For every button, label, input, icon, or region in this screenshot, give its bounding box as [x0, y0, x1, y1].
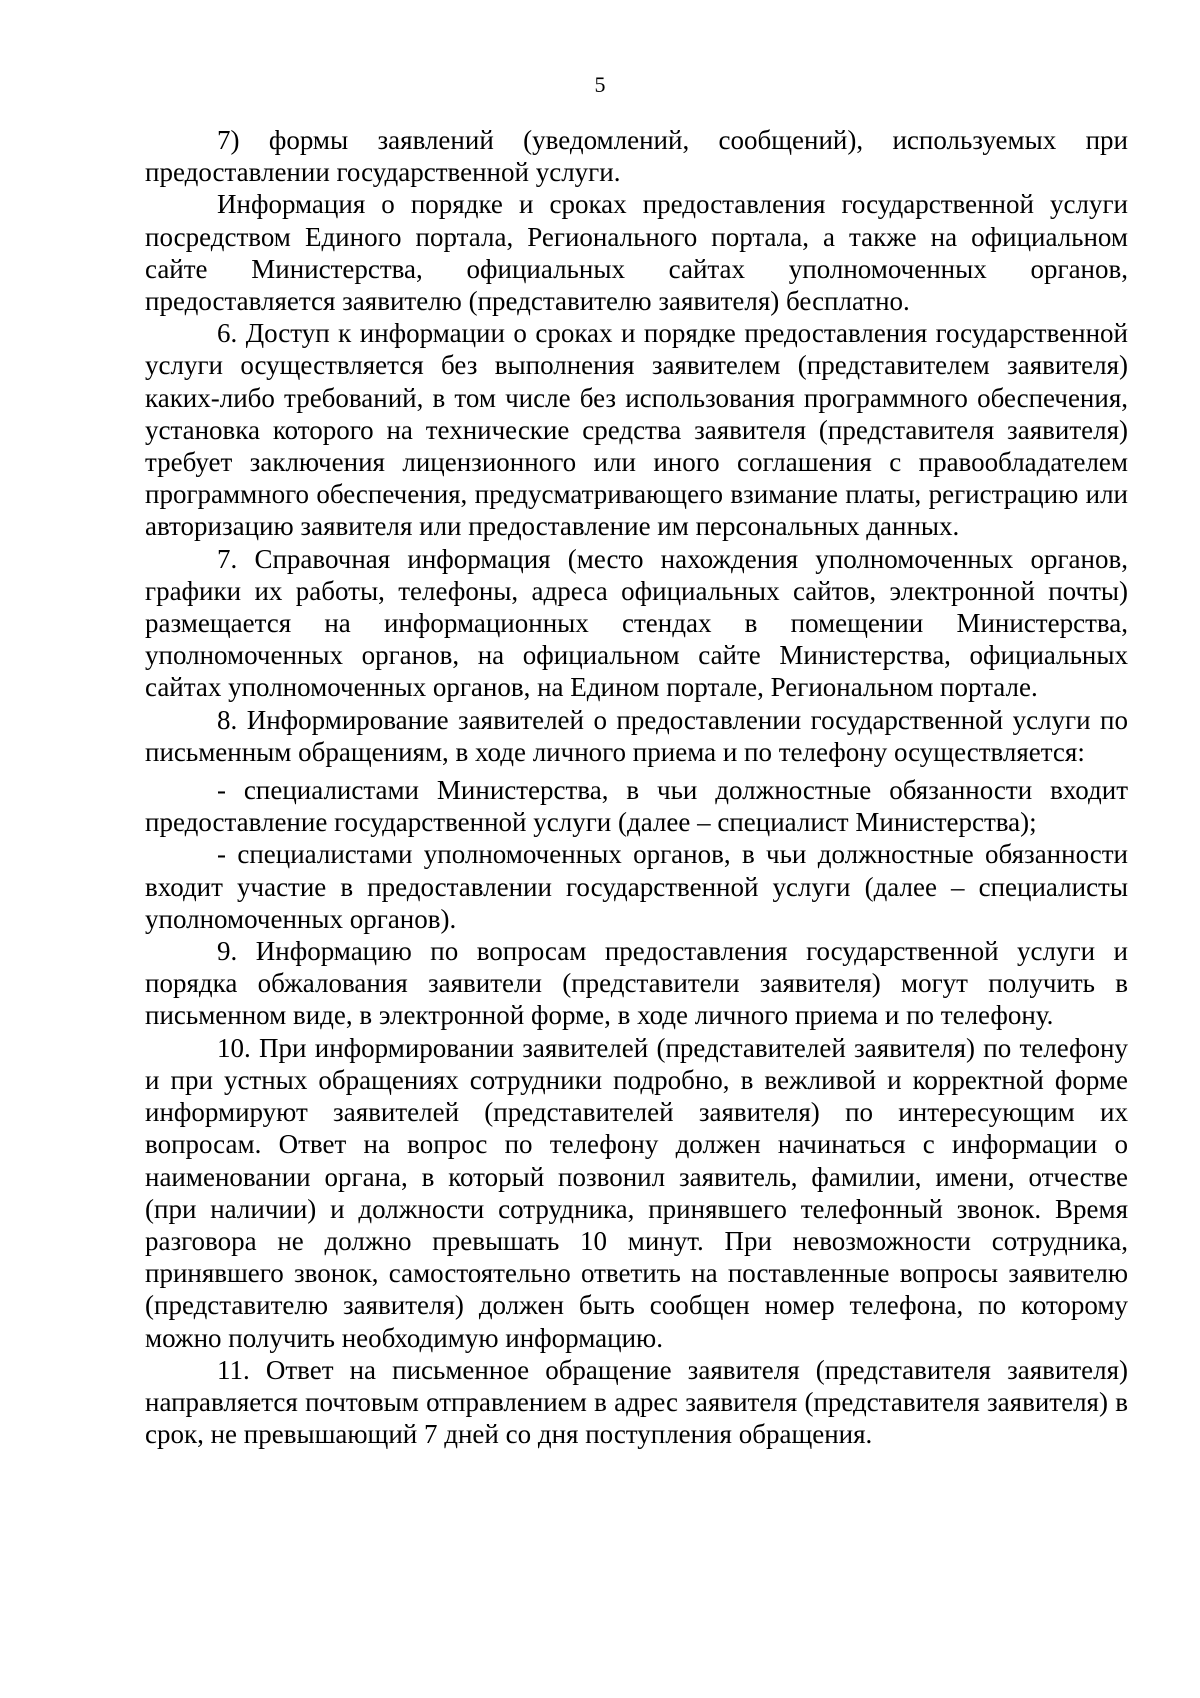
page-number: 5 [594, 72, 606, 97]
paragraph-authorized-specialists: - специалистами уполномоченных органов, в чьи должностные обязанности входит участие в предоставлении государственной услуги (далее – специалисты уполномоченных органов). [145, 839, 1128, 934]
paragraph-6-access: 6. Доступ к информации о сроках и порядке предоставления государственной услуги осуществляется без выполнения заявителем (представителем заявителя) каких-либо требований, в том числе без использования программного обеспечения, установка которого на технические средства заявителя (представителя заявителя) требует заключения лицензионного или иного соглашения с правообладателем программного обеспечения, предусматривающего взимание платы, регистрацию или авторизацию заявителя или предоставление им персональных данных. [145, 318, 1128, 542]
paragraph-10-phone-informing: 10. При информировании заявителей (представителей заявителя) по телефону и при устных обращениях сотрудники подробно, в вежливой и корректной форме информируют заявителей (представителей заявителя) по интересующим их вопросам. Ответ на вопрос по телефону должен начинаться с информации о наименовании органа, в который позвонил заявитель, фамилии, имени, отчестве (при наличии) и должности сотрудника, принявшего телефонный звонок. Время разговора не должно превышать 10 минут. При невозможности сотрудника, принявшего звонок, самостоятельно ответить на поставленные вопросы заявителю (представителю заявителя) должен быть сообщен номер телефона, по которому можно получить необходимую информацию. [145, 1032, 1128, 1353]
paragraph-7-reference-info: 7. Справочная информация (место нахождения уполномоченных органов, графики их работы, телефоны, адреса официальных сайтов, электронной почты) размещается на информационных стендах в помещении Министерства, уполномоченных органов, на официальном сайте Министерства, официальных сайтах уполномоченных органов, на Едином портале, Региональном портале. [145, 543, 1128, 703]
paragraph-item-7-forms: 7) формы заявлений (уведомлений, сообщений), используемых при предоставлении государственной услуги. [145, 125, 1128, 188]
paragraph-8-informing: 8. Информирование заявителей о предоставлении государственной услуги по письменным обращениям, в ходе личного приема и по телефону осуществляется: [145, 704, 1128, 767]
paragraph-info-free-of-charge: Информация о порядке и сроках предоставления государственной услуги посредством Единого портала, Регионального портала, а также на официальном сайте Министерства, официальных сайтах уполномоченных органов, предоставляется заявителю (представителю заявителя) бесплатно. [145, 189, 1128, 317]
paragraph-9-questions: 9. Информацию по вопросам предоставления государственной услуги и порядка обжалования заявители (представители заявителя) могут получить в письменном виде, в электронной форме, в ходе личного приема и по телефону. [145, 936, 1128, 1031]
paragraph-ministry-specialists: - специалистами Министерства, в чьи должностные обязанности входит предоставление государственной услуги (далее – специалист Министерства); [145, 775, 1128, 838]
paragraph-11-written-reply: 11. Ответ на письменное обращение заявителя (представителя заявителя) направляется почтовым отправлением в адрес заявителя (представителя заявителя) в срок, не превышающий 7 дней со дня поступления обращения. [145, 1354, 1128, 1450]
document-body [145, 124, 1128, 1450]
